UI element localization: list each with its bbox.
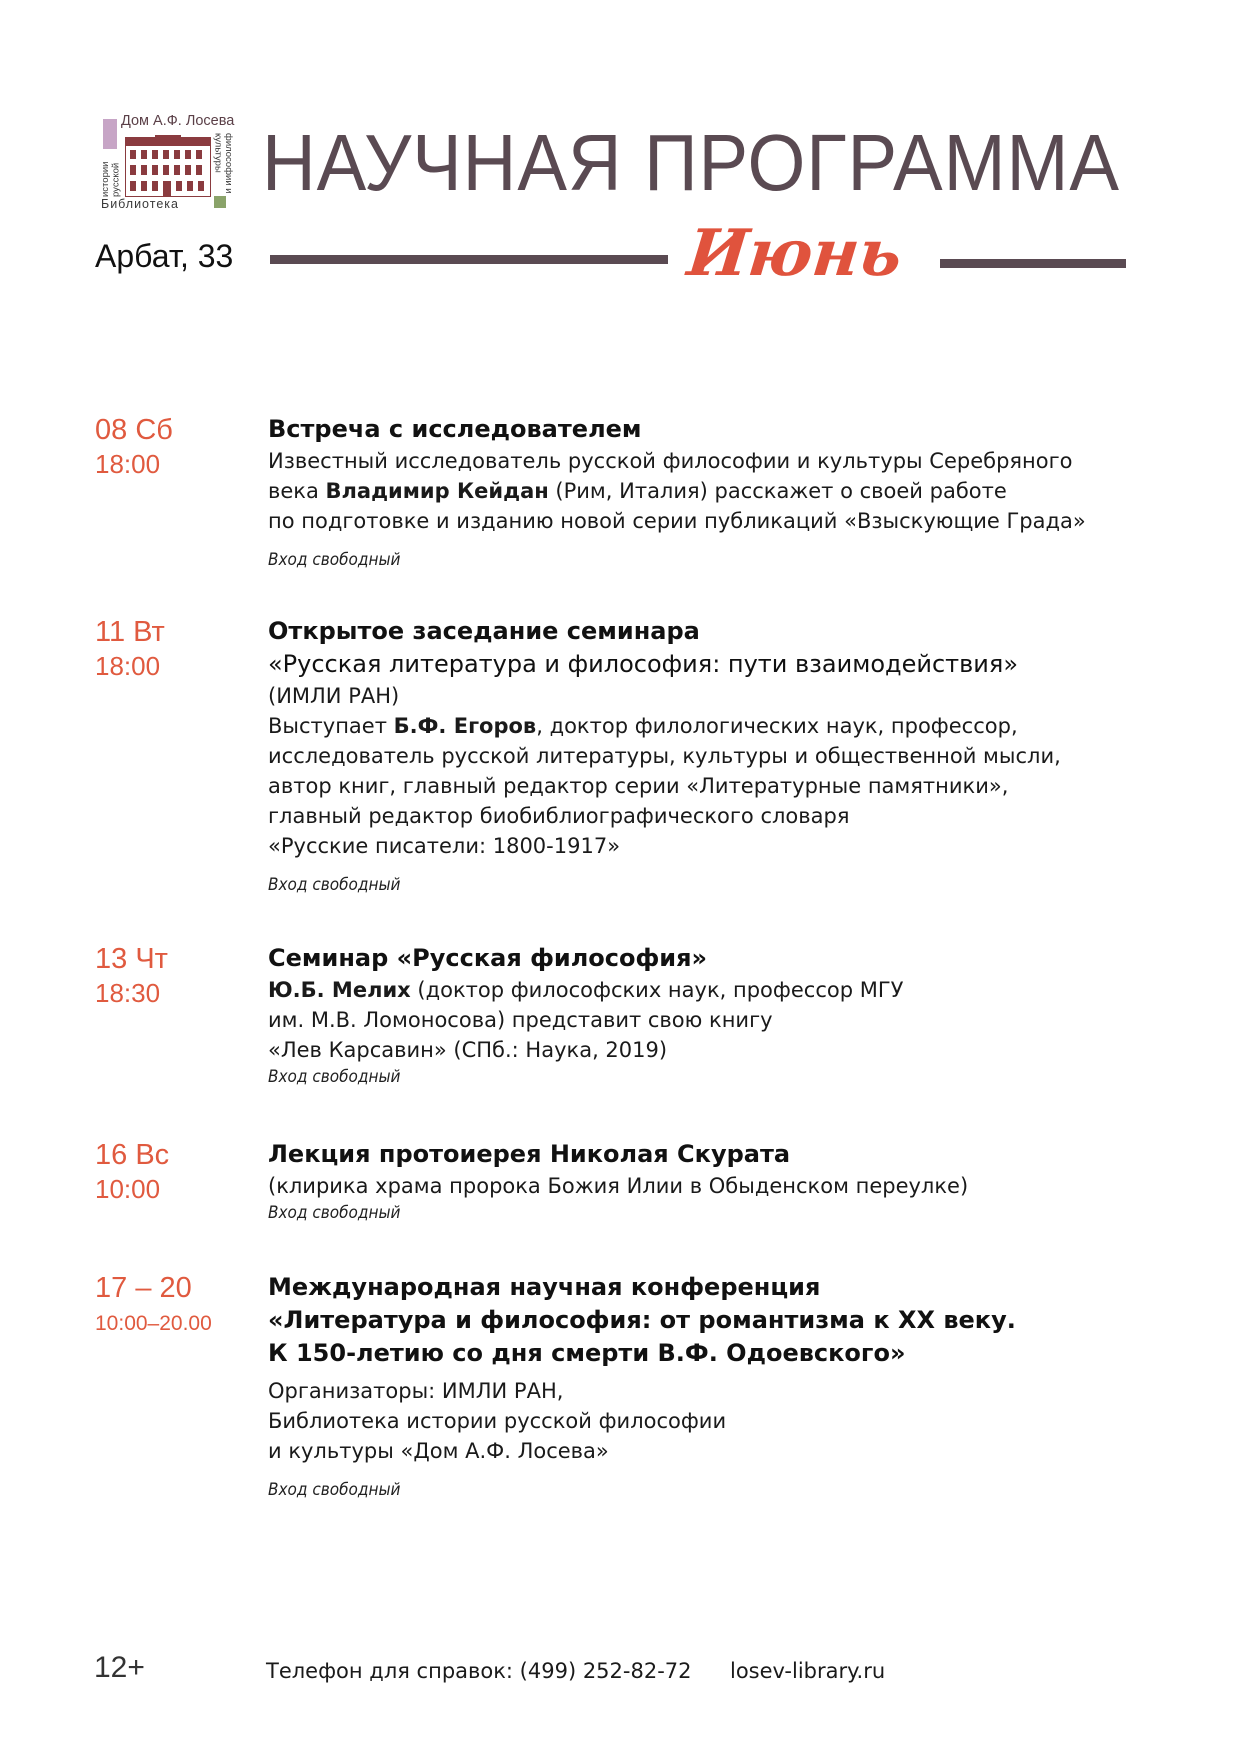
- event-desc-line: Организаторы: ИМЛИ РАН,: [268, 1379, 564, 1403]
- free-entry-note: Вход свободный: [268, 875, 401, 895]
- event-time: 10:00: [95, 1174, 161, 1204]
- age-rating: 12+: [94, 1651, 145, 1684]
- website-link[interactable]: losev-library.ru: [730, 1659, 886, 1683]
- event-subtitle: «Литература и философия: от романтизма к XX веку.: [268, 1306, 1016, 1334]
- building-icon: [125, 135, 211, 197]
- speaker-name: Б.Ф. Егоров: [393, 714, 537, 738]
- page-title: НАУЧНАЯ ПРОГРАММА: [262, 118, 1120, 207]
- event-time: 18:30: [95, 978, 161, 1008]
- event-desc-line: исследователь русской литературы, культуры и общественной мысли,: [268, 744, 1061, 768]
- logo-green-square: [214, 196, 226, 208]
- event-desc-line: «Русские писатели: 1800-1917»: [268, 834, 621, 858]
- event-time: 18:00: [95, 449, 161, 479]
- event-body: [268, 413, 1168, 572]
- free-entry-note: Вход свободный: [268, 1067, 401, 1087]
- event-desc-line: Выступает Б.Ф. Егоров, доктор филологических наук, профессор,: [268, 714, 1018, 738]
- event-title: Лекция протоиерея Николая Скурата: [268, 1140, 791, 1168]
- event-date: 08 Сб: [95, 414, 173, 446]
- event-title: Открытое заседание семинара: [268, 617, 700, 645]
- event-body: [268, 1138, 1168, 1225]
- library-logo: [97, 113, 235, 213]
- event-body: [268, 1271, 1168, 1502]
- logo-bottom-text: Библиотека: [101, 197, 179, 211]
- event-desc-line: и культуры «Дом А.Ф. Лосева»: [268, 1439, 609, 1463]
- event-desc-line: им. М.В. Ломоносова) представит свою книгу: [268, 1008, 773, 1032]
- event-desc-line: главный редактор биобиблиографического словаря: [268, 804, 850, 828]
- event-time: 10:00–20.00: [95, 1312, 212, 1335]
- month-title: Июнь: [684, 216, 906, 291]
- event-date: 13 Чт: [95, 943, 168, 975]
- event-desc-line: «Лев Карсавин» (СПб.: Наука, 2019): [268, 1038, 668, 1062]
- event-date: 16 Вс: [95, 1139, 170, 1171]
- event-desc-line: Библиотека истории русской философии: [268, 1409, 727, 1433]
- speaker-name: Ю.Б. Мелих: [268, 978, 411, 1002]
- event-time: 18:00: [95, 651, 161, 681]
- event-desc-line: века Владимир Кейдан (Рим, Италия) расскажет о своей работе: [268, 479, 1007, 503]
- event-date: 11 Вт: [95, 616, 165, 648]
- event-desc-line: по подготовке и изданию новой серии публикаций «Взыскующие Града»: [268, 509, 1086, 533]
- phone-info: Телефон для справок: (499) 252-82-72: [266, 1659, 692, 1683]
- event-date: 17 – 20: [95, 1272, 192, 1304]
- event-desc-line: Ю.Б. Мелих (доктор философских наук, профессор МГУ: [268, 978, 904, 1002]
- event-title: Встреча с исследователем: [268, 415, 642, 443]
- event-title: Международная научная конференция: [268, 1273, 821, 1301]
- logo-right-text: философии и культуры: [212, 133, 234, 194]
- event-body: [268, 942, 1168, 1089]
- free-entry-note: Вход свободный: [268, 550, 401, 570]
- address: Арбат, 33: [95, 238, 234, 274]
- event-desc-line: автор книг, главный редактор серии «Литературные памятники»,: [268, 774, 1009, 798]
- logo-lilac-bar: [103, 119, 117, 149]
- event-subtitle: К 150-летию со дня смерти В.Ф. Одоевского»: [268, 1339, 906, 1367]
- event-subtitle: «Русская литература и философия: пути взаимодействия»: [268, 650, 1019, 678]
- speaker-name: Владимир Кейдан: [325, 479, 549, 503]
- event-desc-line: (ИМЛИ РАН): [268, 684, 400, 708]
- logo-left-text: истории русской: [100, 161, 122, 197]
- free-entry-note: Вход свободный: [268, 1203, 401, 1223]
- event-body: [268, 615, 1168, 897]
- header-rule-right: [940, 259, 1126, 268]
- event-desc-line: Известный исследователь русской философии и культуры Серебряного: [268, 449, 1073, 473]
- free-entry-note: Вход свободный: [268, 1480, 401, 1500]
- header-rule-left: [270, 255, 668, 264]
- logo-top-text: Дом А.Ф. Лосева: [121, 113, 235, 129]
- event-title: Семинар «Русская философия»: [268, 944, 708, 972]
- event-desc-line: (клирика храма пророка Божия Илии в Обыденском переулке): [268, 1174, 969, 1198]
